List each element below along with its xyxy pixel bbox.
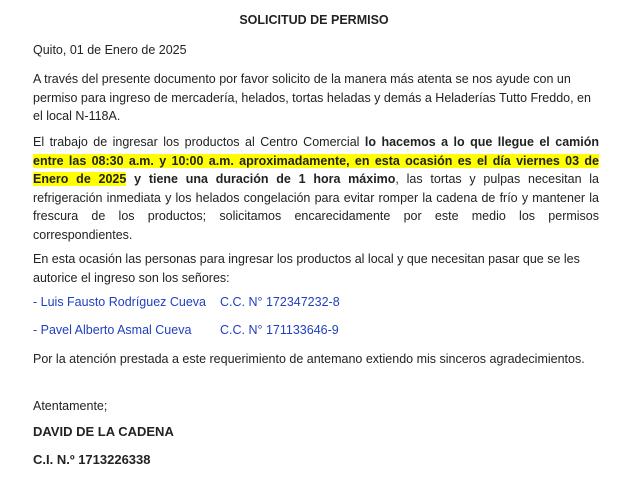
person-row <box>33 295 340 309</box>
intro-paragraph: A través del presente documento por favor solicito de la manera más atenta se nos ayude con un permiso para ingreso de mercadería, helados, tortas heladas y demás a Heladerías Tutto Freddo, en el local N-118A. <box>33 72 591 124</box>
person-id: C.C. N° 172347232-8 <box>220 295 340 309</box>
person-row <box>33 323 339 337</box>
schedule-highlighted-date: entre las 08:30 a.m. y 10:00 a.m. aproximadamente, en esta ocasión es el día viernes 03 de Enero de 2025 <box>33 153 599 187</box>
person-id: C.C. N° 171133646-9 <box>220 323 339 337</box>
schedule-duration: y tiene una duración de 1 hora máximo <box>134 172 396 187</box>
schedule-paragraph <box>33 133 599 245</box>
thanks-paragraph: Por la atención prestada a este requerimiento de antemano extiendo mis sinceros agradecimientos. <box>33 352 585 366</box>
person-name: - Luis Fausto Rodríguez Cueva <box>33 295 207 309</box>
document-title: SOLICITUD DE PERMISO <box>239 13 389 27</box>
signer-id: C.I. N.º 1713226338 <box>33 452 151 467</box>
persons-intro-paragraph: En esta ocasión las personas para ingresar los productos al local y que necesitan pasar que se les autorice el ingreso son los señores: <box>33 252 580 285</box>
signer-name: DAVID DE LA CADENA <box>33 424 174 439</box>
schedule-text-part1: El trabajo de ingresar los productos al Centro Comercial <box>33 135 365 149</box>
person-name: - Pavel Alberto Asmal Cueva <box>33 323 192 337</box>
date-line: Quito, 01 de Enero de 2025 <box>33 43 187 57</box>
schedule-text-rest: , las tortas y pulpas necesitan la refrigeración inmediata y los helados congelación para evitar romper la cadena de frío y mantener la frescura de los productos; solicitamos encarecidamente por este medio los permisos correspondientes. <box>33 172 600 242</box>
closing-line: Atentamente; <box>33 399 108 413</box>
schedule-text-bold: lo hacemos a lo que llegue el camión <box>364 135 599 149</box>
